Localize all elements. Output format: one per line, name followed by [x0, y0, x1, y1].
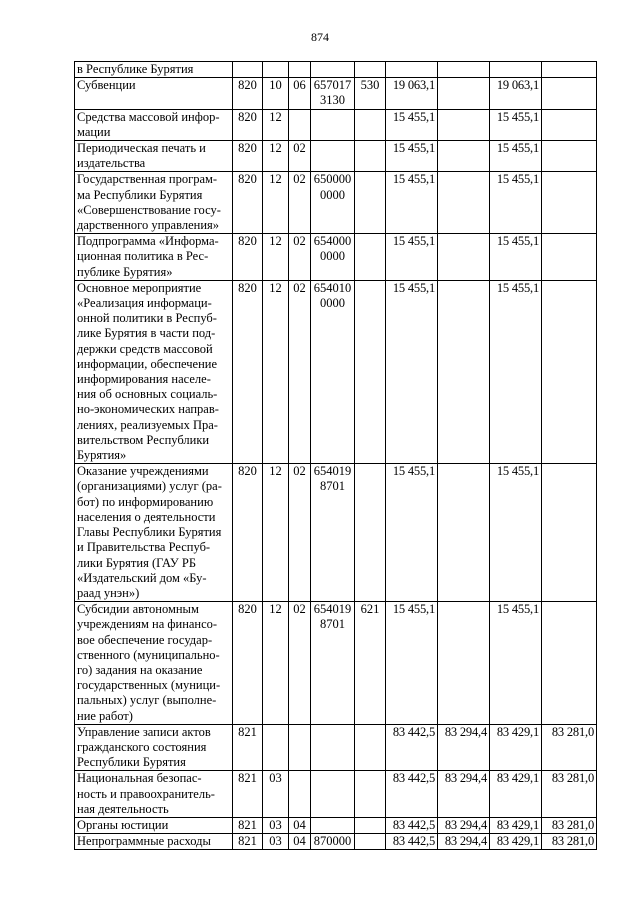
subsection-code-cell: 02 — [289, 172, 311, 234]
amount-cell-1 — [386, 62, 438, 78]
ved-code-cell: 820 — [233, 141, 263, 172]
amount-cell-1: 15 455,1 — [386, 109, 438, 140]
amount-cell-2 — [438, 109, 490, 140]
section-code-cell: 12 — [263, 280, 289, 463]
amount-cell-1: 83 442,5 — [386, 834, 438, 850]
target-article-cell: 654010 0000 — [311, 280, 355, 463]
amount-cell-2 — [438, 172, 490, 234]
subsection-code-cell: 06 — [289, 78, 311, 109]
expense-type-cell: 621 — [355, 602, 386, 725]
ved-code-cell: 820 — [233, 234, 263, 281]
target-article-cell — [311, 724, 355, 771]
ved-code-cell: 820 — [233, 78, 263, 109]
amount-cell-3: 15 455,1 — [490, 464, 542, 602]
amount-cell-1: 15 455,1 — [386, 141, 438, 172]
target-article-cell — [311, 817, 355, 833]
row-name-cell: Подпрограмма «Информа- ционная политика в Рес- публике Бурятия» — [75, 234, 233, 281]
ved-code-cell: 821 — [233, 817, 263, 833]
table-row — [75, 464, 597, 602]
ved-code-cell: 820 — [233, 602, 263, 725]
amount-cell-2 — [438, 464, 490, 602]
row-name-cell: Управление записи актов гражданского состояния Республики Бурятия — [75, 724, 233, 771]
amount-cell-2: 83 294,4 — [438, 724, 490, 771]
amount-cell-2 — [438, 62, 490, 78]
amount-cell-4 — [542, 141, 597, 172]
table-row — [75, 602, 597, 725]
section-code-cell — [263, 724, 289, 771]
table-row — [75, 234, 597, 281]
amount-cell-2 — [438, 234, 490, 281]
row-name-cell: Органы юстиции — [75, 817, 233, 833]
amount-cell-1: 15 455,1 — [386, 602, 438, 725]
target-article-cell — [311, 141, 355, 172]
table-body — [75, 62, 597, 850]
row-name-cell: Субвенции — [75, 78, 233, 109]
section-code-cell: 12 — [263, 109, 289, 140]
amount-cell-4 — [542, 62, 597, 78]
amount-cell-2: 83 294,4 — [438, 834, 490, 850]
amount-cell-3: 19 063,1 — [490, 78, 542, 109]
amount-cell-2 — [438, 141, 490, 172]
amount-cell-1: 83 442,5 — [386, 771, 438, 818]
row-name-cell: Субсидии автономным учреждениям на финансо- вое обеспечение государ- ственного (муниципально- го) задания на оказание государственных (муници- пальных) услуг (выполне- ние работ) — [75, 602, 233, 725]
row-name-cell: Непрограммные расходы — [75, 834, 233, 850]
target-article-cell: 654000 0000 — [311, 234, 355, 281]
table-row — [75, 280, 597, 463]
subsection-code-cell: 02 — [289, 280, 311, 463]
subsection-code-cell — [289, 771, 311, 818]
amount-cell-3: 83 429,1 — [490, 771, 542, 818]
amount-cell-2 — [438, 78, 490, 109]
row-name-cell: Средства массовой инфор- мации — [75, 109, 233, 140]
amount-cell-3: 15 455,1 — [490, 280, 542, 463]
ved-code-cell: 820 — [233, 280, 263, 463]
table-row — [75, 62, 597, 78]
ved-code-cell: 820 — [233, 172, 263, 234]
ved-code-cell: 820 — [233, 109, 263, 140]
table-row — [75, 771, 597, 818]
section-code-cell: 12 — [263, 141, 289, 172]
expense-type-cell — [355, 172, 386, 234]
amount-cell-2 — [438, 280, 490, 463]
amount-cell-1: 83 442,5 — [386, 817, 438, 833]
amount-cell-3: 15 455,1 — [490, 172, 542, 234]
amount-cell-4 — [542, 602, 597, 725]
amount-cell-4: 83 281,0 — [542, 771, 597, 818]
amount-cell-4: 83 281,0 — [542, 724, 597, 771]
expense-type-cell — [355, 109, 386, 140]
ved-code-cell: 821 — [233, 771, 263, 818]
expense-type-cell — [355, 280, 386, 463]
amount-cell-4 — [542, 234, 597, 281]
amount-cell-1: 19 063,1 — [386, 78, 438, 109]
ved-code-cell: 820 — [233, 464, 263, 602]
amount-cell-3: 83 429,1 — [490, 817, 542, 833]
expense-type-cell — [355, 234, 386, 281]
section-code-cell: 12 — [263, 602, 289, 725]
amount-cell-3 — [490, 62, 542, 78]
table-row — [75, 78, 597, 109]
section-code-cell: 12 — [263, 172, 289, 234]
amount-cell-3: 15 455,1 — [490, 109, 542, 140]
row-name-cell: в Республике Бурятия — [75, 62, 233, 78]
section-code-cell: 03 — [263, 834, 289, 850]
target-article-cell: 650000 0000 — [311, 172, 355, 234]
expense-type-cell — [355, 834, 386, 850]
amount-cell-4: 83 281,0 — [542, 834, 597, 850]
target-article-cell — [311, 62, 355, 78]
target-article-cell: 657017 3130 — [311, 78, 355, 109]
expense-type-cell — [355, 771, 386, 818]
subsection-code-cell: 04 — [289, 834, 311, 850]
amount-cell-3: 83 429,1 — [490, 724, 542, 771]
amount-cell-3: 15 455,1 — [490, 141, 542, 172]
amount-cell-2: 83 294,4 — [438, 771, 490, 818]
ved-code-cell: 821 — [233, 724, 263, 771]
amount-cell-4 — [542, 172, 597, 234]
table-row — [75, 834, 597, 850]
amount-cell-3: 15 455,1 — [490, 602, 542, 725]
table-row — [75, 141, 597, 172]
amount-cell-3: 83 429,1 — [490, 834, 542, 850]
subsection-code-cell: 02 — [289, 464, 311, 602]
amount-cell-1: 15 455,1 — [386, 172, 438, 234]
subsection-code-cell: 02 — [289, 602, 311, 725]
amount-cell-1: 83 442,5 — [386, 724, 438, 771]
amount-cell-3: 15 455,1 — [490, 234, 542, 281]
target-article-cell: 654019 8701 — [311, 464, 355, 602]
table-row — [75, 817, 597, 833]
target-article-cell — [311, 771, 355, 818]
row-name-cell: Национальная безопас- ность и правоохранитель- ная деятельность — [75, 771, 233, 818]
amount-cell-4 — [542, 280, 597, 463]
amount-cell-1: 15 455,1 — [386, 464, 438, 602]
subsection-code-cell: 02 — [289, 234, 311, 281]
section-code-cell: 03 — [263, 817, 289, 833]
amount-cell-2: 83 294,4 — [438, 817, 490, 833]
subsection-code-cell — [289, 724, 311, 771]
target-article-cell: 870000 — [311, 834, 355, 850]
target-article-cell — [311, 109, 355, 140]
amount-cell-4 — [542, 78, 597, 109]
page-number: 874 — [311, 30, 329, 44]
section-code-cell: 12 — [263, 234, 289, 281]
section-code-cell: 10 — [263, 78, 289, 109]
amount-cell-4 — [542, 464, 597, 602]
table-row — [75, 109, 597, 140]
row-name-cell: Основное мероприятие «Реализация информаци- онной политики в Респуб- лике Бурятия в части под- держки средств массовой информации, обеспечение информирования населе- ния об основных социаль- но-экономических направ- лениях, реализуемых Пра- вительством Республики Бурятия» — [75, 280, 233, 463]
amount-cell-2 — [438, 602, 490, 725]
amount-cell-4: 83 281,0 — [542, 817, 597, 833]
amount-cell-1: 15 455,1 — [386, 234, 438, 281]
amount-cell-4 — [542, 109, 597, 140]
budget-table — [74, 61, 597, 850]
row-name-cell: Государственная програм- ма Республики Бурятия «Совершенствование госу- дарственного управления» — [75, 172, 233, 234]
subsection-code-cell — [289, 62, 311, 78]
subsection-code-cell: 02 — [289, 141, 311, 172]
table-row — [75, 172, 597, 234]
table-row — [75, 724, 597, 771]
expense-type-cell: 530 — [355, 78, 386, 109]
subsection-code-cell: 04 — [289, 817, 311, 833]
section-code-cell: 03 — [263, 771, 289, 818]
expense-type-cell — [355, 141, 386, 172]
subsection-code-cell — [289, 109, 311, 140]
amount-cell-1: 15 455,1 — [386, 280, 438, 463]
expense-type-cell — [355, 464, 386, 602]
section-code-cell: 12 — [263, 464, 289, 602]
row-name-cell: Оказание учреждениями (организациями) услуг (ра- бот) по информированию населения о деятельности Главы Республики Бурятия и Правительства Респуб- лики Бурятия (ГАУ РБ «Издательский дом «Бу- раад унэн») — [75, 464, 233, 602]
ved-code-cell — [233, 62, 263, 78]
expense-type-cell — [355, 724, 386, 771]
ved-code-cell: 821 — [233, 834, 263, 850]
expense-type-cell — [355, 817, 386, 833]
expense-type-cell — [355, 62, 386, 78]
row-name-cell: Периодическая печать и издательства — [75, 141, 233, 172]
target-article-cell: 654019 8701 — [311, 602, 355, 725]
section-code-cell — [263, 62, 289, 78]
